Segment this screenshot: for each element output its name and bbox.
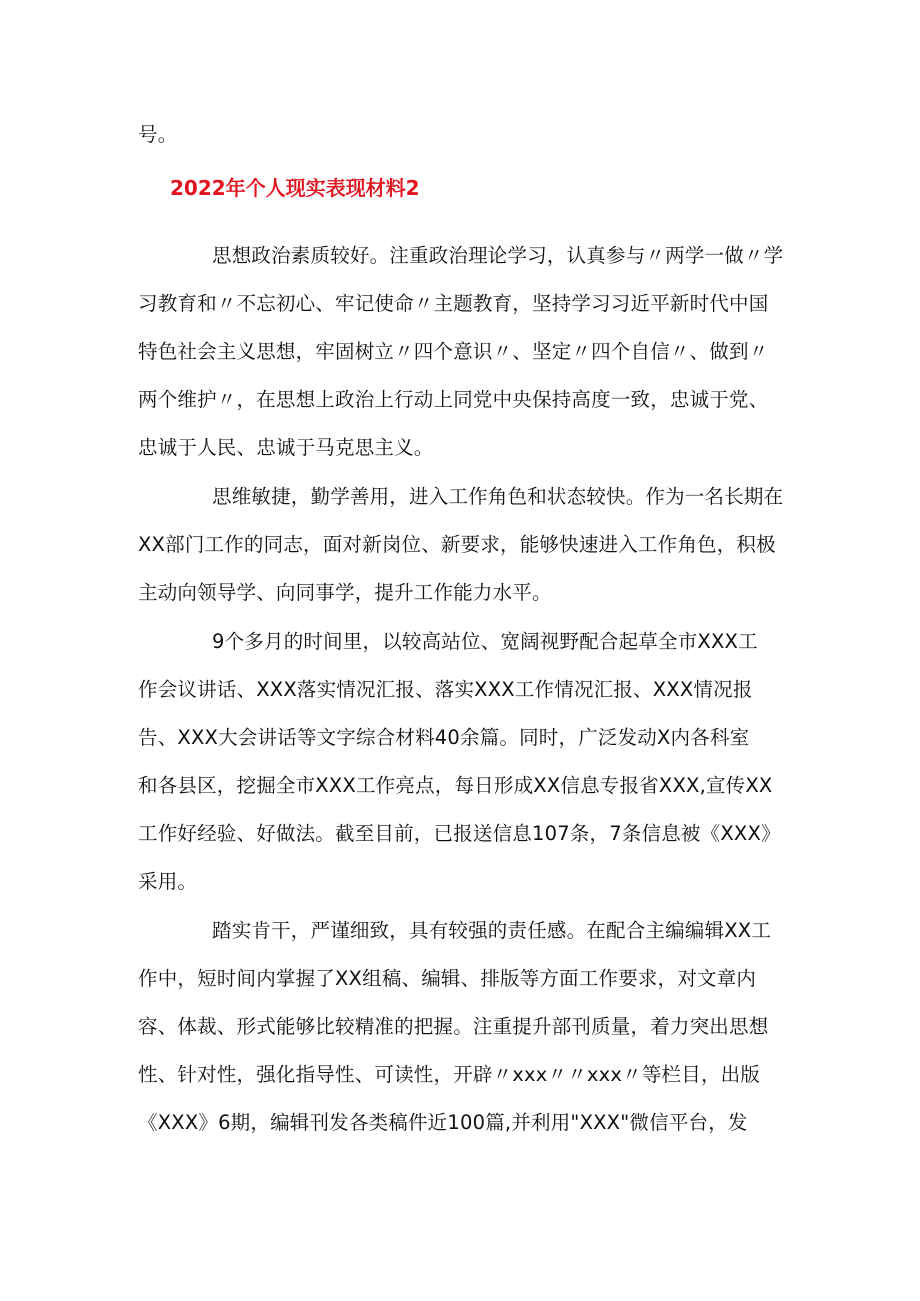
paragraph-line: 思维敏捷，勤学善用，进入工作角色和状态较快。作为一名长期在	[212, 485, 784, 508]
paragraph-line: 采用。	[138, 870, 198, 893]
paragraph-line: 主动向领导学、向同事学，提升工作能力水平。	[138, 581, 552, 604]
paragraph-line: 作中，短时间内掌握了XX组稿、编辑、排版等方面工作要求，对文章内	[138, 967, 757, 990]
paragraph-line: 两个维护〃，在思想上政治上行动上同党中央保持高度一致，忠诚于党、	[138, 388, 769, 411]
paragraph-line: 忠诚于人民、忠诚于马克思主义。	[138, 436, 434, 459]
paragraph-line: 思想政治素质较好。注重政治理论学习，认真参与〃两学一做〃学	[212, 244, 784, 267]
paragraph-line: 特色社会主义思想，牢固树立〃四个意识〃、坚定〃四个自信〃、做到〃	[138, 340, 769, 363]
lead-fragment: 号。	[138, 123, 178, 146]
paragraph-line: 《XXX》6期，编辑刊发各类稿件近100篇,并利用"XXX"微信平台，发	[138, 1111, 748, 1134]
section-heading: 2022年个人现实表现材料2	[170, 176, 420, 200]
paragraph-line: 告、XXX大会讲话等文字综合材料40余篇。同时，广泛发动X内各科室	[138, 726, 750, 749]
paragraph-line: 和各县区，挖掘全市XXX工作亮点，每日形成XX信息专报省XXX,宣传XX	[138, 774, 773, 797]
paragraph-line: 工作好经验、好做法。截至目前，已报送信息107条，7条信息被《XXX》	[138, 822, 781, 845]
paragraph-line: 性、针对性，强化指导性、可读性，开辟〃xxx〃〃xxx〃等栏目，出版	[138, 1063, 761, 1086]
paragraph-line: 习教育和〃不忘初心、牢记使命〃主题教育，坚持学习习近平新时代中国	[138, 292, 769, 315]
paragraph-line: 作会议讲话、XXX落实情况汇报、落实XXX工作情况汇报、XXX情况报	[138, 678, 753, 701]
paragraph-line: 容、体裁、形式能够比较精准的把握。注重提升部刊质量，着力突出思想	[138, 1015, 769, 1038]
paragraph-line: XX部门工作的同志，面对新岗位、新要求，能够快速进入工作角色，积极	[138, 533, 776, 556]
paragraph-line: 踏实肯干，严谨细致，具有较强的责任感。在配合主编编辑XX工	[212, 919, 772, 942]
paragraph-line: 9个多月的时间里，以较高站位、宽阔视野配合起草全市XXX工	[212, 630, 758, 653]
